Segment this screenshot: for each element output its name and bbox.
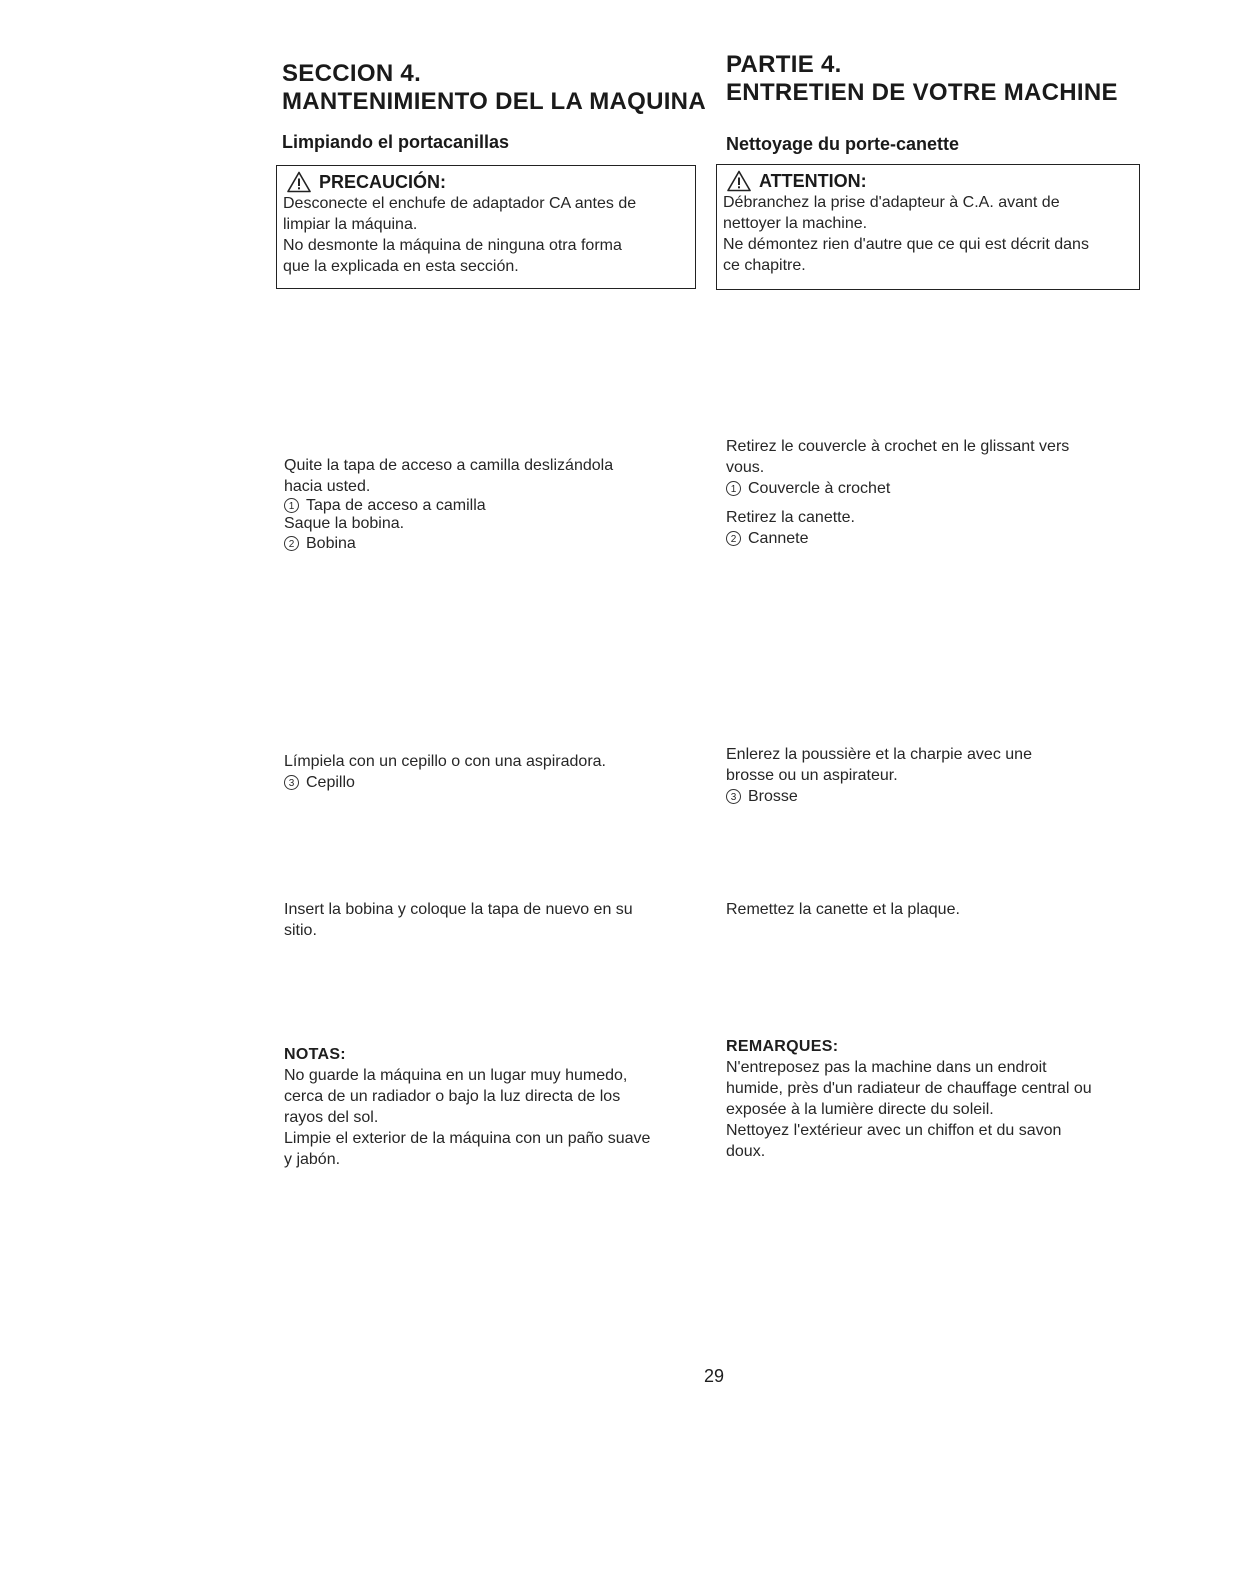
right-notes-line-3: exposée à la lumière directe du soleil. bbox=[726, 1101, 994, 1118]
circled-number-icon: 3 bbox=[726, 789, 741, 804]
right-notes-line-5: doux. bbox=[726, 1143, 766, 1160]
right-step-1-item-1 bbox=[726, 478, 1069, 499]
left-step-2-item bbox=[284, 772, 606, 793]
left-section-number: SECCION 4. bbox=[282, 60, 422, 87]
right-step-1-line-1: Retirez le couvercle à crochet en le glissant vers bbox=[726, 438, 1070, 455]
circled-number-icon: 1 bbox=[284, 498, 299, 513]
right-step-1 bbox=[726, 436, 1069, 549]
right-caution-text bbox=[723, 192, 1133, 276]
right-step-1-item-2 bbox=[726, 528, 1069, 549]
right-caution-line-1: Débranchez la prise d'adapteur à C.A. avant de bbox=[723, 194, 1060, 211]
left-caution-title: PRECAUCIÓN: bbox=[319, 172, 447, 192]
right-section-title: ENTRETIEN DE VOTRE MACHINE bbox=[726, 79, 1118, 106]
left-notes-line-2: cerca de un radiador o bajo la luz directa de los bbox=[284, 1088, 621, 1105]
left-step-3-line-1: Insert la bobina y coloque la tapa de nuevo en su bbox=[284, 901, 633, 918]
right-step-1-line-2: vous. bbox=[726, 459, 765, 476]
left-step-2 bbox=[284, 751, 606, 793]
right-section-number: PARTIE 4. bbox=[726, 51, 842, 78]
right-notes-title: REMARQUES: bbox=[726, 1038, 839, 1055]
left-step-2-line: Límpiela con un cepillo o con una aspiradora. bbox=[284, 753, 606, 770]
right-caution-line-3: Ne démontez rien d'autre que ce qui est décrit dans bbox=[723, 236, 1089, 253]
left-step-1-line-3: Saque la bobina. bbox=[284, 515, 405, 532]
warning-triangle-icon bbox=[287, 171, 311, 193]
right-step-2-line-2: brosse ou un aspirateur. bbox=[726, 767, 898, 784]
left-notes-line-1: No guarde la máquina en un lugar muy humedo, bbox=[284, 1067, 628, 1084]
circled-number-icon: 1 bbox=[726, 481, 741, 496]
left-notes-title: NOTAS: bbox=[284, 1046, 346, 1063]
right-notes-line-1: N'entreposez pas la machine dans un endroit bbox=[726, 1059, 1047, 1076]
left-step-3-line-2: sitio. bbox=[284, 922, 317, 939]
left-caution-line-1: Desconecte el enchufe de adaptador CA antes de bbox=[283, 195, 637, 212]
right-caution-box bbox=[716, 164, 1140, 290]
right-step-3-line: Remettez la canette et la plaque. bbox=[726, 901, 960, 918]
left-step-2-item-label: Cepillo bbox=[306, 774, 355, 791]
left-caution-heading bbox=[287, 171, 689, 193]
right-subtitle: Nettoyage du porte-canette bbox=[726, 134, 960, 154]
left-notes bbox=[284, 1044, 650, 1170]
left-step-1-item-2-label: Bobina bbox=[306, 535, 356, 552]
right-caution-line-4: ce chapitre. bbox=[723, 257, 806, 274]
right-step-1-item-1-label: Couvercle à crochet bbox=[748, 480, 891, 497]
left-step-1 bbox=[284, 455, 613, 554]
left-notes-line-4: Limpie el exterior de la máquina con un paño suave bbox=[284, 1130, 651, 1147]
circled-number-icon: 2 bbox=[284, 536, 299, 551]
right-notes-line-4: Nettoyez l'extérieur avec un chiffon et du savon bbox=[726, 1122, 1062, 1139]
left-subtitle: Limpiando el portacanillas bbox=[282, 132, 510, 152]
right-caution-line-2: nettoyer la machine. bbox=[723, 215, 868, 232]
left-caution-box bbox=[276, 165, 696, 289]
right-step-2-item bbox=[726, 786, 1032, 807]
left-caution-line-3: No desmonte la máquina de ninguna otra forma bbox=[283, 237, 622, 254]
left-step-1-item-2 bbox=[284, 533, 613, 554]
left-notes-line-3: rayos del sol. bbox=[284, 1109, 379, 1126]
right-notes-line-2: humide, près d'un radiateur de chauffage central ou bbox=[726, 1080, 1092, 1097]
right-notes bbox=[726, 1036, 1092, 1162]
left-caution-text bbox=[283, 193, 689, 277]
circled-number-icon: 3 bbox=[284, 775, 299, 790]
right-step-2-line-1: Enlerez la poussière et la charpie avec une bbox=[726, 746, 1032, 763]
right-step-1-item-2-label: Cannete bbox=[748, 530, 809, 547]
right-step-2-item-label: Brosse bbox=[748, 788, 798, 805]
left-notes-line-5: y jabón. bbox=[284, 1151, 341, 1168]
left-step-1-line-2: hacia usted. bbox=[284, 478, 371, 495]
right-step-1-line-3: Retirez la canette. bbox=[726, 509, 855, 526]
left-step-1-line-1: Quite la tapa de acceso a camilla deslizándola bbox=[284, 457, 614, 474]
page-number: 29 bbox=[703, 1366, 725, 1386]
right-caution-title: ATTENTION: bbox=[759, 171, 867, 191]
right-caution-heading bbox=[727, 170, 1133, 192]
left-step-1-item-1-label: Tapa de acceso a camilla bbox=[306, 497, 486, 514]
left-caution-line-2: limpiar la máquina. bbox=[283, 216, 418, 233]
left-step-3 bbox=[284, 899, 633, 941]
left-step-1-item-1 bbox=[284, 497, 613, 515]
right-step-3 bbox=[726, 899, 960, 920]
circled-number-icon: 2 bbox=[726, 531, 741, 546]
warning-triangle-icon bbox=[727, 170, 751, 192]
left-caution-line-4: que la explicada en esta sección. bbox=[283, 258, 519, 275]
left-section-title: MANTENIMIENTO DEL LA MAQUINA bbox=[282, 88, 706, 115]
right-step-2 bbox=[726, 744, 1032, 807]
